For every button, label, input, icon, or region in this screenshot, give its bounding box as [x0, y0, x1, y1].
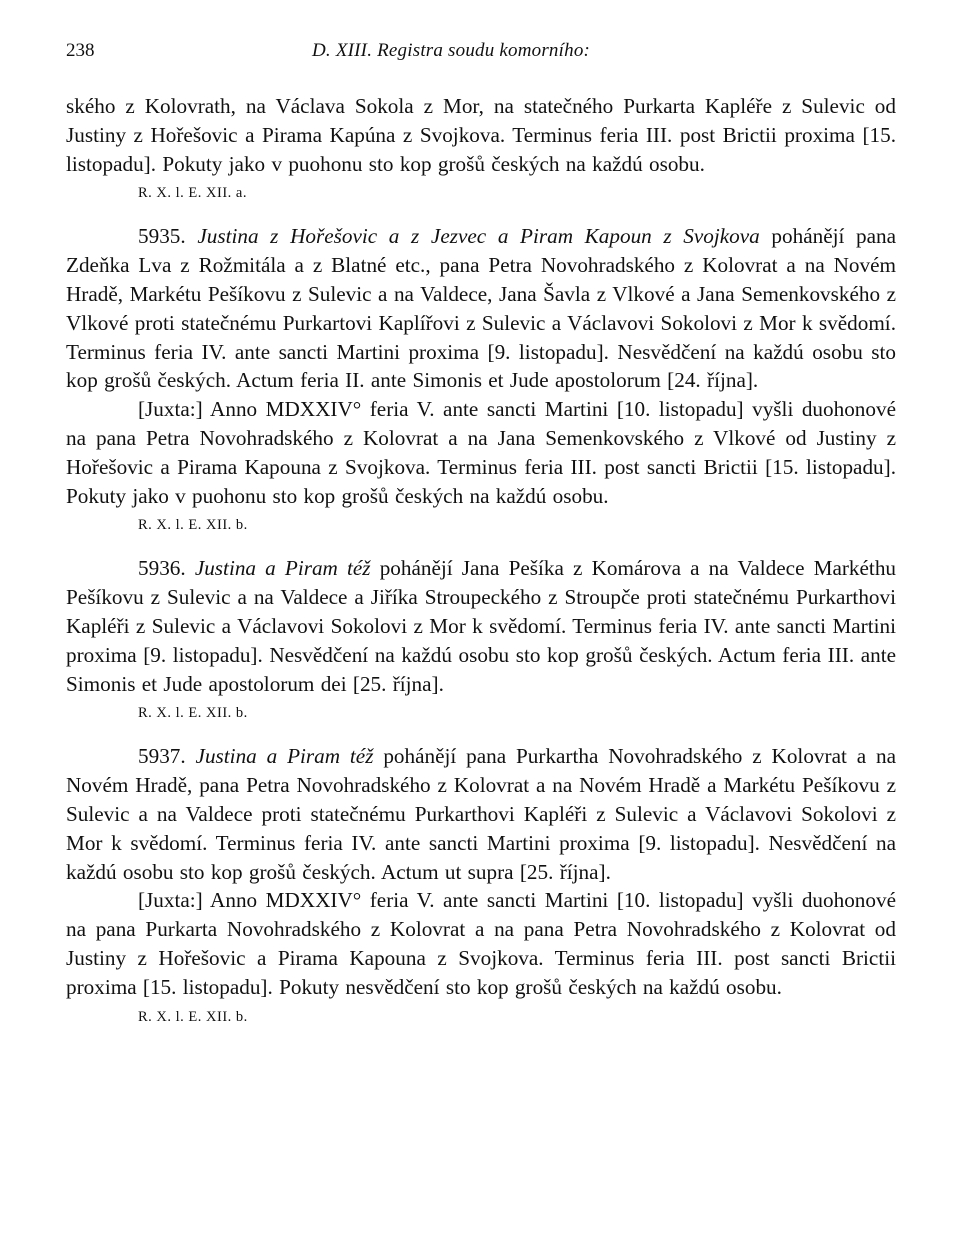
entry-text: pohánějí Jana Pešíka z Komárova a na Valdece Markéthu Pešíkovu z Sulevic a na Valdece a Jiříka Stroupeckého z Stroupče proti statečnému Purkarthovi Kapléři z Sulevic a Václavovi Sokolovi z Mor k svědomí. Terminus feria IV. ante sancti Martini proxima [9. listopadu]. Nesvědčení na každú osobu sto kop grošů českých. Actum feria III. ante Simonis et Jude apostolorum dei [25. října].	[66, 556, 896, 696]
entry-parties: Justina z Hořešovic a z Jezvec a Piram Kapoun z Svojkova	[197, 224, 760, 249]
continuation-paragraph: ského z Kolovrath, na Václava Sokola z Mor, na statečného Purkarta Kapléře z Sulevic od Justiny z Hořešovic a Pirama Kapúna z Svojkova. Terminus feria III. post Brictii proxima [15. listopadu]. Pokuty jako v puohonu sto kop grošů českých na každú osobu.	[66, 94, 896, 176]
running-head: D. XIII. Registra soudu komorního:	[312, 40, 591, 61]
entry-number: 5935.	[138, 224, 186, 249]
document-page	[66, 0, 896, 1239]
entry-parties: Justina a Piram též	[195, 744, 374, 769]
entry-text: pohánějí pana Zdeňka Lva z Rožmitála a z Blatné etc., pana Petra Novohradského z Kolovrat a na Novém Hradě, Markétu Pešíkovu z Sulevic a na Valdece, Jana Šavla z Vlkové a Jana Semenkovského z Vlkové proti statečnému Purkartovi Kaplířovi z Sulevic a Václavovi Sokolovi z Mor k svědomí. Terminus feria IV. ante sancti Martini proxima [9. listopadu]. Nesvědčení na každú osobu sto kop grošů českých. Actum feria II. ante Simonis et Jude apostolorum [24. října].	[66, 224, 897, 393]
archive-signature: R. X. l. E. XII. a.	[138, 185, 247, 202]
page-number: 238	[66, 40, 95, 61]
entry-paragraph	[66, 222, 896, 395]
entry-text: pohánějí pana Purkartha Novohradského z Kolovrat a na Novém Hradě, pana Petra Novohradského z Kolovrat a na Novém Hradě a Markétu Pešíkovu z Sulevic a na Valdece proti statečnému Purkarthovi Kapléři z Sulevic a Václavovi Sokolovi z Mor k svědomí. Terminus feria IV. ante sancti Martini proxima [9. listopadu]. Nesvědčení na každú osobu sto kop grošů českých. Actum ut supra [25. října].	[66, 744, 896, 884]
entry-paragraph	[66, 554, 896, 698]
archive-signature: R. X. l. E. XII. b.	[138, 1008, 248, 1025]
entry-parties: Justina a Piram též	[194, 556, 371, 581]
entry-paragraph	[66, 742, 896, 886]
entry-number: 5937.	[138, 744, 186, 769]
page-header	[66, 40, 896, 64]
entry-number: 5936.	[138, 556, 186, 581]
page-body	[66, 92, 896, 1028]
archive-signature: R. X. l. E. XII. b.	[138, 517, 248, 534]
archive-signature: R. X. l. E. XII. b.	[138, 705, 248, 722]
juxta-paragraph: [Juxta:] Anno MDXXIV° feria V. ante sancti Martini [10. listopadu] vyšli duohonové na pana Purkarta Novohradského z Kolovrat a na pana Petra Novohradského z Kolovrat od Justiny z Hořešovic a Pirama Kapouna z Svojkova. Terminus feria III. post sancti Brictii proxima [15. listopadu]. Pokuty nesvědčení sto kop grošů českých na každú osobu.	[66, 888, 896, 999]
juxta-paragraph: [Juxta:] Anno MDXXIV° feria V. ante sancti Martini [10. listopadu] vyšli duohonové na pana Petra Novohradského z Kolovrat a na Jana Semenkovského z Vlkové od Justiny z Hořešovic a Pirama Kapouna z Svojkova. Terminus feria III. post sancti Brictii [15. listopadu]. Pokuty jako v puohonu sto kop grošů českých na každú osobu.	[66, 397, 896, 508]
